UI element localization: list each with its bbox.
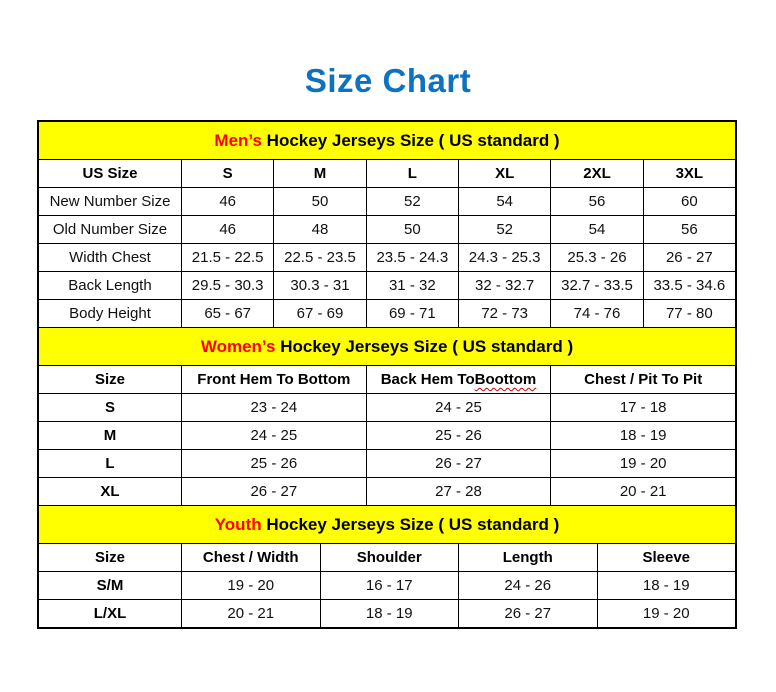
- page-title: Size Chart: [304, 62, 472, 99]
- row-label: Width Chest: [69, 249, 151, 266]
- table-row: [39, 421, 735, 449]
- column-header-cell: Sleeve: [597, 544, 736, 571]
- column-header-cell: Chest / Width: [181, 544, 320, 571]
- value-cell: 65 - 67: [181, 300, 273, 327]
- row-label: S: [104, 399, 115, 416]
- value-cell: 32 - 32.7: [458, 272, 550, 299]
- mens-heading-rest: Hockey Jerseys Size ( US standard ): [261, 130, 560, 150]
- value-cell: 26 - 27: [366, 450, 551, 477]
- womens-section: [39, 327, 735, 505]
- column-header-cell: L: [366, 160, 458, 187]
- womens-heading-highlight: Women’s: [200, 336, 276, 356]
- column-header-cell: 3XL: [643, 160, 735, 187]
- value-cell: 25 - 26: [366, 422, 551, 449]
- mens-section: [39, 122, 735, 327]
- value-cell: 46: [181, 188, 273, 215]
- value-cell: 52: [366, 188, 458, 215]
- table-header-row: [39, 365, 735, 393]
- table-row: [39, 571, 735, 599]
- value-cell: 26 - 27: [643, 244, 735, 271]
- value-cell: 31 - 32: [366, 272, 458, 299]
- row-label: L/XL: [93, 605, 127, 622]
- value-cell: 16 - 17: [320, 572, 459, 599]
- row-label: New Number Size: [49, 193, 171, 210]
- table-row: [39, 449, 735, 477]
- youth-section-heading: [39, 505, 735, 543]
- table-row: [39, 215, 735, 243]
- column-header-cell: Size: [94, 549, 125, 566]
- value-cell: 33.5 - 34.6: [643, 272, 735, 299]
- value-cell: 74 - 76: [550, 300, 642, 327]
- value-cell: 30.3 - 31: [273, 272, 365, 299]
- value-cell: 25 - 26: [181, 450, 366, 477]
- value-cell: 18 - 19: [550, 422, 735, 449]
- table-row: [39, 299, 735, 327]
- row-label: Back Length: [68, 277, 152, 294]
- row-label: L: [105, 455, 115, 472]
- value-cell: 19 - 20: [181, 572, 320, 599]
- table-row: [39, 393, 735, 421]
- womens-heading-rest: Hockey Jerseys Size ( US standard ): [275, 336, 574, 356]
- value-cell: 22.5 - 23.5: [273, 244, 365, 271]
- mens-heading-highlight: Men’s: [214, 130, 262, 150]
- youth-heading-rest: Hockey Jerseys Size ( US standard ): [261, 514, 560, 534]
- column-header-cell: M: [273, 160, 365, 187]
- value-cell: 18 - 19: [597, 572, 736, 599]
- value-cell: 17 - 18: [550, 394, 735, 421]
- value-cell: 56: [550, 188, 642, 215]
- value-cell: 20 - 21: [550, 478, 735, 505]
- value-cell: 26 - 27: [458, 600, 597, 627]
- value-cell: 32.7 - 33.5: [550, 272, 642, 299]
- table-row: [39, 477, 735, 505]
- value-cell: 23.5 - 24.3: [366, 244, 458, 271]
- table-row: [39, 187, 735, 215]
- value-cell: 24 - 26: [458, 572, 597, 599]
- table-row: [39, 599, 735, 627]
- value-cell: 77 - 80: [643, 300, 735, 327]
- value-cell: 24 - 25: [366, 394, 551, 421]
- row-label: S/M: [96, 577, 124, 594]
- column-header-cell: US Size: [82, 165, 138, 182]
- value-cell: 52: [458, 216, 550, 243]
- value-cell: 18 - 19: [320, 600, 459, 627]
- value-cell: 19 - 20: [550, 450, 735, 477]
- column-header-cell: Back Hem To Boottom: [366, 366, 551, 393]
- row-label: Body Height: [69, 305, 151, 322]
- value-cell: 19 - 20: [597, 600, 736, 627]
- value-cell: 23 - 24: [181, 394, 366, 421]
- value-cell: 54: [458, 188, 550, 215]
- size-chart-table: [37, 120, 737, 629]
- value-cell: 24.3 - 25.3: [458, 244, 550, 271]
- row-label: Old Number Size: [52, 221, 168, 238]
- value-cell: 56: [643, 216, 735, 243]
- value-cell: 25.3 - 26: [550, 244, 642, 271]
- column-header-cell: 2XL: [550, 160, 642, 187]
- table-row: [39, 271, 735, 299]
- youth-table: [39, 543, 735, 627]
- value-cell: 67 - 69: [273, 300, 365, 327]
- column-header-cell: S: [181, 160, 273, 187]
- column-header-cell: Chest / Pit To Pit: [550, 366, 735, 393]
- value-cell: 60: [643, 188, 735, 215]
- row-label: XL: [100, 483, 120, 500]
- womens-table: [39, 365, 735, 505]
- table-header-row: [39, 159, 735, 187]
- column-header-cell: Size: [94, 371, 125, 388]
- value-cell: 69 - 71: [366, 300, 458, 327]
- value-cell: 27 - 28: [366, 478, 551, 505]
- row-label: M: [103, 427, 117, 444]
- column-header-cell: XL: [458, 160, 550, 187]
- value-cell: 21.5 - 22.5: [181, 244, 273, 271]
- mens-table: [39, 159, 735, 327]
- value-cell: 50: [273, 188, 365, 215]
- value-cell: 46: [181, 216, 273, 243]
- youth-heading-highlight: Youth: [214, 514, 262, 534]
- womens-section-heading: [39, 327, 735, 365]
- value-cell: 26 - 27: [181, 478, 366, 505]
- column-header-cell: Shoulder: [320, 544, 459, 571]
- value-cell: 54: [550, 216, 642, 243]
- value-cell: 50: [366, 216, 458, 243]
- mens-section-heading: [39, 122, 735, 159]
- table-header-row: [39, 543, 735, 571]
- misspelled-word: Boottom: [474, 371, 537, 388]
- value-cell: 29.5 - 30.3: [181, 272, 273, 299]
- youth-section: [39, 505, 735, 627]
- value-cell: 48: [273, 216, 365, 243]
- value-cell: 20 - 21: [181, 600, 320, 627]
- column-header-cell: Front Hem To Bottom: [181, 366, 366, 393]
- value-cell: 24 - 25: [181, 422, 366, 449]
- column-header-cell: Length: [458, 544, 597, 571]
- table-row: [39, 243, 735, 271]
- value-cell: 72 - 73: [458, 300, 550, 327]
